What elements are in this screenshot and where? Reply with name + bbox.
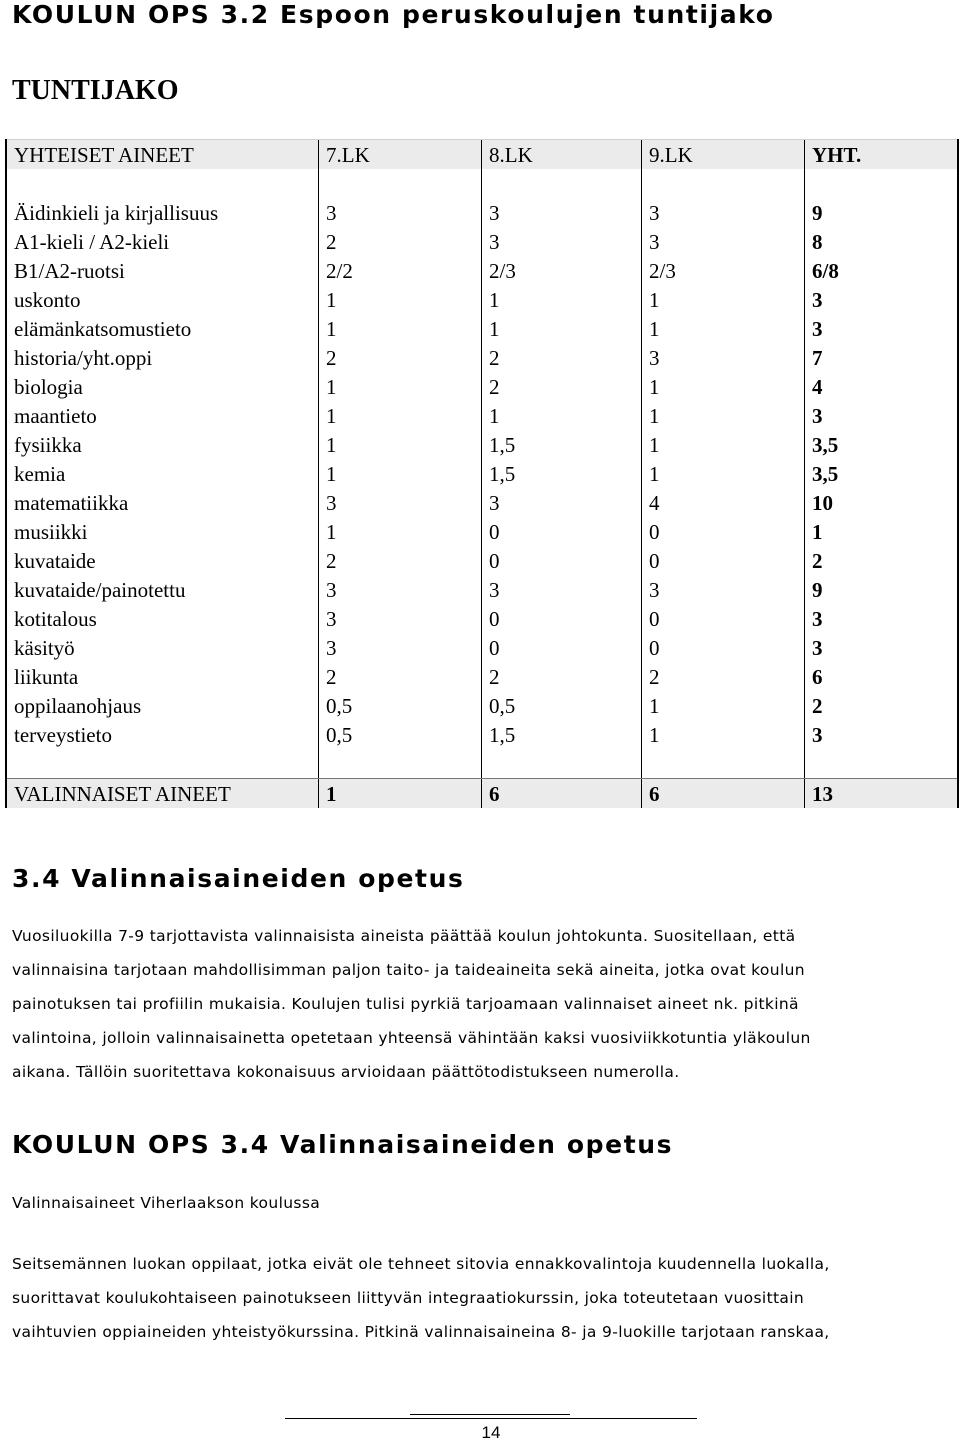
subject-cell: oppilaanohjaus [6, 691, 319, 720]
hours-cell: 1 [482, 401, 642, 430]
table-row [6, 517, 958, 546]
valinnaiset-row [6, 779, 958, 809]
hours-cell: 2/3 [482, 256, 642, 285]
hours-cell: 3 [319, 198, 482, 227]
table-row [6, 662, 958, 691]
hours-cell: 3 [482, 227, 642, 256]
header-cell: 9.LK [642, 140, 805, 170]
hours-cell: 9 [805, 575, 959, 604]
hours-cell: 1 [805, 517, 959, 546]
table-row [6, 343, 958, 372]
subject-cell: liikunta [6, 662, 319, 691]
subject-cell: A1-kieli / A2-kieli [6, 227, 319, 256]
table-row [6, 372, 958, 401]
hours-cell: 1 [642, 372, 805, 401]
hours-cell: 0 [482, 546, 642, 575]
hours-cell: 1 [319, 401, 482, 430]
header-cell: YHT. [805, 140, 959, 170]
hours-cell: 2 [319, 662, 482, 691]
subject-cell: musiikki [6, 517, 319, 546]
page-number: 14 [481, 1423, 501, 1442]
paragraph-line: suorittavat koulukohtaiseen painotukseen liittyvän integraatiokurssin, joka toteutetaan vuosittain [12, 1289, 805, 1307]
hours-cell: 3,5 [805, 430, 959, 459]
page-heading: KOULUN OPS 3.2 Espoon peruskoulujen tuntijako [12, 0, 775, 29]
hours-cell: 2/2 [319, 256, 482, 285]
hours-cell: 0 [642, 604, 805, 633]
tuntijako-table [5, 139, 959, 808]
subject-cell: fysiikka [6, 430, 319, 459]
hours-cell: 1 [319, 285, 482, 314]
subject-cell: kemia [6, 459, 319, 488]
hours-cell: 3 [482, 198, 642, 227]
hours-cell: 0,5 [319, 691, 482, 720]
hours-cell: 3 [805, 314, 959, 343]
hours-cell: 1 [642, 430, 805, 459]
valinnaiset-cell: 6 [482, 779, 642, 809]
hours-cell: 1 [482, 314, 642, 343]
hours-cell: 3 [319, 633, 482, 662]
table-row [6, 633, 958, 662]
hours-cell: 1 [642, 459, 805, 488]
hours-cell: 3 [805, 633, 959, 662]
paragraph-line: Seitsemännen luokan oppilaat, jotka eivät ole tehneet sitovia ennakkovalintoja kuudennella luokalla, [12, 1255, 830, 1273]
hours-cell: 0 [482, 633, 642, 662]
hours-cell: 3 [805, 604, 959, 633]
hours-cell: 0 [482, 517, 642, 546]
hours-cell: 0 [482, 604, 642, 633]
header-cell: 7.LK [319, 140, 482, 170]
section-heading: 3.4 Valinnaisaineiden opetus [12, 864, 465, 893]
hours-cell: 3 [642, 198, 805, 227]
hours-cell: 0 [642, 546, 805, 575]
hours-cell: 0 [642, 633, 805, 662]
table-header-row [6, 140, 958, 170]
table-row [6, 401, 958, 430]
subject-cell: Äidinkieli ja kirjallisuus [6, 198, 319, 227]
hours-cell: 1 [319, 372, 482, 401]
header-cell: YHTEISET AINEET [6, 140, 319, 170]
section-heading-2: KOULUN OPS 3.4 Valinnaisaineiden opetus [12, 1130, 674, 1159]
hours-cell: 1 [482, 285, 642, 314]
hours-cell: 0,5 [319, 720, 482, 749]
subject-cell: käsityö [6, 633, 319, 662]
table-spacer-row [6, 749, 958, 779]
table-row [6, 430, 958, 459]
paragraph-line: valinnaisina tarjotaan mahdollisimman paljon taito- ja taideaineita sekä aineita, jotka ovat koulun [12, 961, 805, 979]
valinnaiset-cell: 13 [805, 779, 959, 809]
hours-cell: 1 [319, 430, 482, 459]
hours-cell: 3 [319, 575, 482, 604]
table-row [6, 720, 958, 749]
table-row [6, 198, 958, 227]
subject-cell: elämänkatsomustieto [6, 314, 319, 343]
hours-cell: 2 [319, 546, 482, 575]
header-cell: 8.LK [482, 140, 642, 170]
table-row [6, 604, 958, 633]
hours-cell: 1,5 [482, 720, 642, 749]
valinnaiset-cell: 6 [642, 779, 805, 809]
hours-cell: 2 [319, 227, 482, 256]
subject-cell: historia/yht.oppi [6, 343, 319, 372]
subject-cell: maantieto [6, 401, 319, 430]
hours-cell: 1 [642, 314, 805, 343]
paragraph-viherlaakso [12, 1247, 830, 1349]
subject-cell: kuvataide/painotettu [6, 575, 319, 604]
hours-cell: 1 [642, 401, 805, 430]
valinnaiset-cell: VALINNAISET AINEET [6, 779, 319, 809]
hours-cell: 2 [642, 662, 805, 691]
hours-cell: 7 [805, 343, 959, 372]
paragraph-line: valintoina, jolloin valinnaisainetta opetetaan yhteensä vähintään kaksi vuosiviikkotuntia yläkoulun [12, 1029, 811, 1047]
subject-cell: matematiikka [6, 488, 319, 517]
table-row [6, 314, 958, 343]
hours-cell: 3 [805, 401, 959, 430]
paragraph-line: aikana. Tällöin suoritettava kokonaisuus arvioidaan päättötodistukseen numerolla. [12, 1063, 680, 1081]
hours-cell: 2 [319, 343, 482, 372]
table-row [6, 488, 958, 517]
table-row [6, 575, 958, 604]
paragraph-line: painotuksen tai profiilin mukaisia. Koulujen tulisi pyrkiä tarjoamaan valinnaiset aineet nk. pitkinä [12, 995, 799, 1013]
subject-cell: terveystieto [6, 720, 319, 749]
hours-cell: 1 [642, 691, 805, 720]
hours-cell: 10 [805, 488, 959, 517]
hours-cell: 3 [805, 285, 959, 314]
valinnaiset-cell: 1 [319, 779, 482, 809]
hours-cell: 1,5 [482, 459, 642, 488]
hours-cell: 0 [642, 517, 805, 546]
subheading: Valinnaisaineet Viherlaakson koulussa [12, 1194, 321, 1212]
tuntijako-title: TUNTIJAKO [12, 75, 179, 106]
hours-cell: 1 [319, 459, 482, 488]
subject-cell: biologia [6, 372, 319, 401]
table-row [6, 546, 958, 575]
hours-cell: 2 [482, 372, 642, 401]
hours-cell: 0,5 [482, 691, 642, 720]
hours-cell: 6 [805, 662, 959, 691]
hours-cell: 3 [482, 488, 642, 517]
footer-rule-short [410, 1414, 570, 1415]
table-row [6, 256, 958, 285]
hours-cell: 2 [805, 546, 959, 575]
hours-cell: 2 [805, 691, 959, 720]
hours-cell: 3 [642, 343, 805, 372]
paragraph-line: Vuosiluokilla 7-9 tarjottavista valinnaisista aineista päättää koulun johtokunta. Suositellaan, että [12, 927, 796, 945]
hours-cell: 8 [805, 227, 959, 256]
hours-cell: 3,5 [805, 459, 959, 488]
hours-cell: 1 [319, 517, 482, 546]
hours-cell: 1 [319, 314, 482, 343]
paragraph-line: vaihtuvien oppiaineiden yhteistyökurssina. Pitkinä valinnaisaineina 8- ja 9-luokille tarjotaan ranskaa, [12, 1323, 830, 1341]
table-spacer-row [6, 169, 958, 198]
subject-cell: uskonto [6, 285, 319, 314]
table-row [6, 227, 958, 256]
hours-cell: 3 [805, 720, 959, 749]
hours-cell: 4 [805, 372, 959, 401]
hours-cell: 3 [319, 488, 482, 517]
table-row [6, 285, 958, 314]
hours-cell: 3 [319, 604, 482, 633]
paragraph-valinnaisaineet [12, 919, 811, 1089]
hours-cell: 3 [642, 575, 805, 604]
footer-rule [285, 1418, 697, 1419]
hours-cell: 2 [482, 343, 642, 372]
hours-cell: 3 [482, 575, 642, 604]
table-row [6, 459, 958, 488]
hours-cell: 4 [642, 488, 805, 517]
subject-cell: kotitalous [6, 604, 319, 633]
hours-cell: 2 [482, 662, 642, 691]
hours-cell: 6/8 [805, 256, 959, 285]
hours-cell: 9 [805, 198, 959, 227]
table-body [6, 198, 958, 749]
hours-cell: 2/3 [642, 256, 805, 285]
hours-cell: 1 [642, 720, 805, 749]
subject-cell: kuvataide [6, 546, 319, 575]
hours-cell: 1,5 [482, 430, 642, 459]
table-row [6, 691, 958, 720]
hours-cell: 3 [642, 227, 805, 256]
hours-cell: 1 [642, 285, 805, 314]
subject-cell: B1/A2-ruotsi [6, 256, 319, 285]
